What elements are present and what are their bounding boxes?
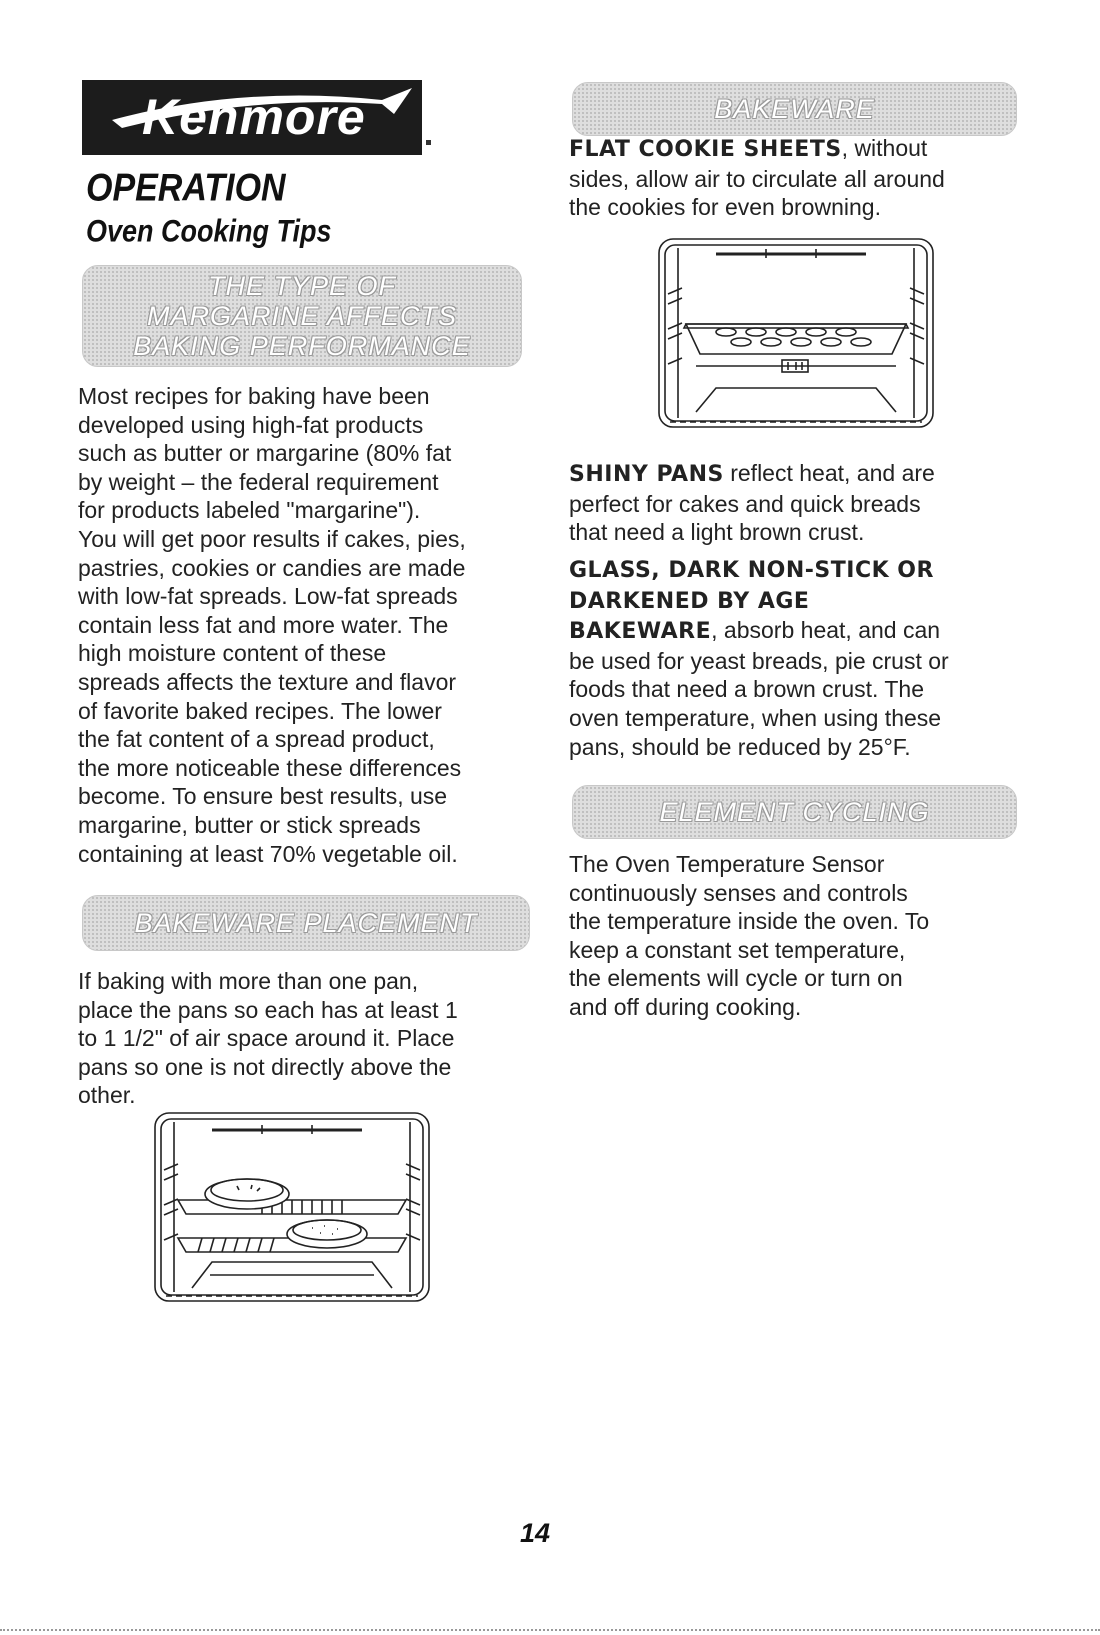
logo-dot (426, 140, 431, 145)
text-line: You will get poor results if cakes, pies, (78, 525, 466, 552)
bold-term: SHINY PANS (569, 462, 724, 487)
text-line: pastries, cookies or candies are made (78, 554, 466, 581)
oven-cookie-sheet-illustration (656, 236, 936, 430)
text-line (569, 555, 1049, 586)
text-line: become. To ensure best results, use (78, 783, 448, 810)
banner-line: BAKEWARE PLACEMENT (134, 908, 478, 938)
text-line: other. (78, 1082, 136, 1109)
glass-bakeware-paragraph (569, 555, 1049, 761)
kenmore-logo (82, 80, 422, 155)
banner-line: BAKEWARE (714, 94, 875, 124)
placement-paragraph (78, 967, 528, 1110)
text-line: for products labeled "margarine"). (78, 497, 421, 524)
text-line: pans so one is not directly above the (78, 1053, 452, 1080)
banner-line: THE TYPE OF (207, 271, 396, 301)
text-line: that need a light brown crust. (569, 519, 865, 546)
oven-pans-illustration (152, 1110, 432, 1304)
text-line: be used for yeast breads, pie crust or (569, 647, 949, 674)
text-span: , without (841, 135, 928, 161)
text-line: the more noticeable these differences (78, 754, 462, 781)
margarine-paragraph (78, 382, 528, 868)
bold-term: BAKEWARE (569, 619, 712, 645)
cookie-sheets-paragraph (569, 134, 1039, 222)
text-line: perfect for cakes and quick breads (569, 490, 921, 517)
text-line: high moisture content of these (78, 640, 387, 667)
text-line: continuously senses and controls (569, 879, 908, 906)
text-line: the cookies for even browning. (569, 194, 881, 221)
element-cycling-paragraph (569, 850, 1039, 1022)
bakeware-banner (572, 82, 1017, 136)
text-line: pans, should be reduced by 25°F. (569, 733, 911, 760)
banner-line: MARGARINE AFFECTS (146, 301, 457, 331)
text-line (569, 586, 1049, 617)
text-line: contain less fat and more water. The (78, 611, 449, 638)
text-line: foods that need a brown crust. The (569, 676, 925, 703)
page-subtitle: Oven Cooking Tips (86, 214, 332, 249)
element-cycling-banner (572, 785, 1017, 839)
banner-line: BAKING PERFORMANCE (133, 331, 471, 361)
text-span: reflect heat, and are (723, 460, 935, 486)
text-line: If baking with more than one pan, (78, 968, 419, 994)
text-line: the fat content of a spread product, (78, 726, 435, 753)
bottom-divider (0, 1629, 1100, 1631)
banner-line: ELEMENT CYCLING (659, 797, 930, 827)
text-line (569, 616, 1049, 647)
text-line: spreads affects the texture and flavor (78, 668, 457, 695)
text-line: margarine, butter or stick spreads (78, 811, 421, 838)
text-line: place the pans so each has at least 1 (78, 996, 458, 1023)
section-title: OPERATION (86, 166, 286, 210)
logo-text: Kenmore (142, 89, 366, 145)
bold-term: FLAT COOKIE SHEETS (569, 137, 842, 162)
shiny-pans-paragraph (569, 459, 1039, 547)
text-line: by weight – the federal requirement (78, 468, 439, 495)
text-line: sides, allow air to circulate all around (569, 165, 945, 192)
placement-banner (82, 895, 530, 951)
text-span: , absorb heat, and can (711, 617, 941, 644)
text-line: such as butter or margarine (80% fat (78, 440, 452, 467)
text-line: with low-fat spreads. Low-fat spreads (78, 583, 458, 610)
text-line: developed using high-fat products (78, 411, 424, 438)
text-line (569, 134, 1039, 165)
text-line: and off during cooking. (569, 993, 802, 1020)
text-line: The Oven Temperature Sensor (569, 851, 885, 877)
text-line: keep a constant set temperature, (569, 936, 906, 963)
text-line: containing at least 70% vegetable oil. (78, 840, 458, 867)
text-line: Most recipes for baking have been (78, 383, 430, 409)
text-line: of favorite baked recipes. The lower (78, 697, 442, 724)
text-line (569, 459, 1039, 490)
bold-term: DARKENED BY AGE (569, 588, 810, 614)
margarine-banner (82, 265, 522, 367)
text-line: to 1 1/2" of air space around it. Place (78, 1025, 455, 1052)
text-line: the temperature inside the oven. To (569, 908, 930, 935)
text-line: the elements will cycle or turn on (569, 965, 903, 992)
page-number: 14 (520, 1518, 551, 1548)
bold-term: GLASS, DARK NON-STICK OR (569, 558, 934, 583)
text-line: oven temperature, when using these (569, 704, 942, 731)
